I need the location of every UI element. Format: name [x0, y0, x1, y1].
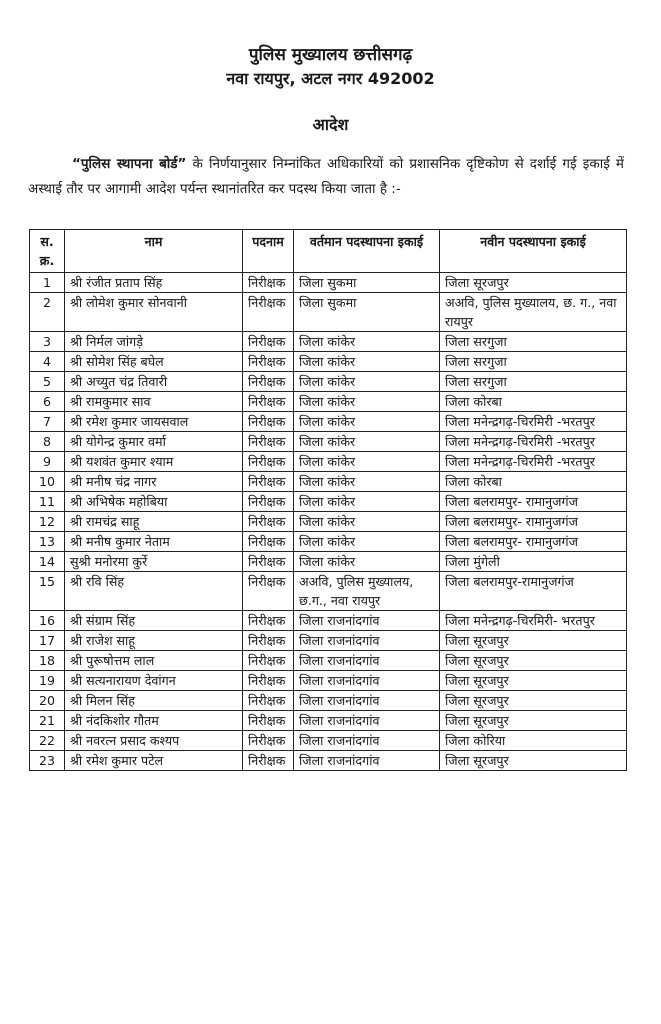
cell-name: श्री सत्यनारायण देवांगन [65, 671, 243, 691]
cell-rank: निरीक्षक [243, 372, 294, 392]
cell-serial: 3 [30, 332, 65, 352]
cell-serial: 12 [30, 512, 65, 532]
cell-new-posting: जिला सूरजपुर [440, 751, 627, 771]
table-row [30, 492, 627, 512]
cell-serial: 23 [30, 751, 65, 771]
cell-rank: निरीक्षक [243, 432, 294, 452]
intro-text: के निर्णयानुसार निम्नांकित अधिकारियों को प्रशासनिक दृष्टिकोण से दर्शाई गई इकाई में अस्थाई तौर पर आगामी आदेश पर्यन्त स्थानांतरित कर पदस्थ किया जाता है :- [28, 156, 624, 197]
cell-current-posting: जिला राजनांदगांव [294, 611, 440, 631]
cell-current-posting: जिला कांकेर [294, 512, 440, 532]
board-name: “पुलिस स्थापना बोर्ड” [72, 156, 187, 172]
cell-serial: 4 [30, 352, 65, 372]
table-row [30, 293, 627, 332]
cell-current-posting: जिला कांकेर [294, 372, 440, 392]
cell-rank: निरीक्षक [243, 532, 294, 552]
cell-new-posting: जिला मनेन्द्रगढ़-चिरमिरी -भरतपुर [440, 412, 627, 432]
cell-name: श्री मनीष कुमार नेताम [65, 532, 243, 552]
cell-new-posting: जिला मनेन्द्रगढ़-चिरमिरी -भरतपुर [440, 432, 627, 452]
cell-serial: 16 [30, 611, 65, 631]
table-row [30, 711, 627, 731]
cell-current-posting: अअवि, पुलिस मुख्यालय, छ.ग., नवा रायपुर [294, 572, 440, 611]
cell-new-posting: जिला कोरिया [440, 731, 627, 751]
cell-serial: 5 [30, 372, 65, 392]
cell-rank: निरीक्षक [243, 352, 294, 372]
cell-rank: निरीक्षक [243, 392, 294, 412]
cell-new-posting: जिला सूरजपुर [440, 651, 627, 671]
table-row [30, 532, 627, 552]
cell-name: श्री रमेश कुमार पटेल [65, 751, 243, 771]
table-row [30, 512, 627, 532]
cell-name: श्री निर्मल जांगड़े [65, 332, 243, 352]
cell-new-posting: जिला सूरजपुर [440, 631, 627, 651]
col-header-new-posting: नवीन पदस्थापना इकाई [440, 230, 627, 273]
table-row [30, 691, 627, 711]
table-row [30, 432, 627, 452]
cell-name: श्री रवि सिंह [65, 572, 243, 611]
cell-new-posting: जिला कोरबा [440, 472, 627, 492]
table-row [30, 372, 627, 392]
cell-new-posting: अअवि, पुलिस मुख्यालय, छ. ग., नवा रायपुर [440, 293, 627, 332]
cell-serial: 2 [30, 293, 65, 332]
cell-name: श्री योगेन्द्र कुमार वर्मा [65, 432, 243, 452]
col-header-serial: स. क्र. [30, 230, 65, 273]
cell-rank: निरीक्षक [243, 631, 294, 651]
cell-rank: निरीक्षक [243, 651, 294, 671]
cell-name: श्री पुरूषोत्तम लाल [65, 651, 243, 671]
table-row [30, 412, 627, 432]
cell-new-posting: जिला सूरजपुर [440, 691, 627, 711]
cell-current-posting: जिला राजनांदगांव [294, 751, 440, 771]
col-header-name: नाम [65, 230, 243, 273]
cell-current-posting: जिला सुकमा [294, 293, 440, 332]
cell-rank: निरीक्षक [243, 671, 294, 691]
cell-current-posting: जिला कांकेर [294, 492, 440, 512]
cell-rank: निरीक्षक [243, 472, 294, 492]
cell-serial: 9 [30, 452, 65, 472]
cell-serial: 20 [30, 691, 65, 711]
table-row [30, 552, 627, 572]
cell-serial: 19 [30, 671, 65, 691]
table-row [30, 671, 627, 691]
cell-current-posting: जिला कांकेर [294, 432, 440, 452]
cell-name: श्री नंदकिशोर गौतम [65, 711, 243, 731]
cell-new-posting: जिला कोरबा [440, 392, 627, 412]
cell-current-posting: जिला राजनांदगांव [294, 631, 440, 651]
cell-new-posting: जिला बलरामपुर-रामानुजगंज [440, 572, 627, 611]
cell-serial: 14 [30, 552, 65, 572]
cell-rank: निरीक्षक [243, 572, 294, 611]
cell-rank: निरीक्षक [243, 412, 294, 432]
cell-current-posting: जिला राजनांदगांव [294, 691, 440, 711]
table-row [30, 392, 627, 412]
cell-name: श्री राजेश साहू [65, 631, 243, 651]
cell-serial: 8 [30, 432, 65, 452]
table-row [30, 352, 627, 372]
cell-current-posting: जिला कांकेर [294, 552, 440, 572]
cell-name: श्री मिलन सिंह [65, 691, 243, 711]
cell-name: श्री रंजीत प्रताप सिंह [65, 273, 243, 293]
cell-current-posting: जिला राजनांदगांव [294, 711, 440, 731]
cell-rank: निरीक्षक [243, 552, 294, 572]
cell-rank: निरीक्षक [243, 273, 294, 293]
table-row [30, 452, 627, 472]
table-row [30, 731, 627, 751]
table-row [30, 332, 627, 352]
cell-rank: निरीक्षक [243, 452, 294, 472]
cell-serial: 1 [30, 273, 65, 293]
cell-new-posting: जिला बलरामपुर- रामानुजगंज [440, 492, 627, 512]
cell-serial: 17 [30, 631, 65, 651]
cell-name: श्री सोमेश सिंह बघेल [65, 352, 243, 372]
cell-new-posting: जिला सरगुजा [440, 372, 627, 392]
cell-name: श्री मनीष चंद्र नागर [65, 472, 243, 492]
cell-new-posting: जिला सरगुजा [440, 352, 627, 372]
office-address: नवा रायपुर, अटल नगर 492002 [226, 69, 435, 88]
cell-name: श्री रमेश कुमार जायसवाल [65, 412, 243, 432]
cell-name: श्री रामकुमार साव [65, 392, 243, 412]
cell-serial: 11 [30, 492, 65, 512]
cell-rank: निरीक्षक [243, 731, 294, 751]
col-header-rank: पदनाम [243, 230, 294, 273]
cell-current-posting: जिला कांकेर [294, 352, 440, 372]
table-row [30, 631, 627, 651]
cell-new-posting: जिला सूरजपुर [440, 273, 627, 293]
cell-current-posting: जिला सुकमा [294, 273, 440, 293]
table-header-row [30, 230, 627, 273]
cell-rank: निरीक्षक [243, 611, 294, 631]
col-header-current-posting: वर्तमान पदस्थापना इकाई [294, 230, 440, 273]
cell-new-posting: जिला सरगुजा [440, 332, 627, 352]
cell-new-posting: जिला मुंगेली [440, 552, 627, 572]
cell-name: श्री संग्राम सिंह [65, 611, 243, 631]
cell-current-posting: जिला कांकेर [294, 532, 440, 552]
cell-current-posting: जिला कांकेर [294, 472, 440, 492]
cell-rank: निरीक्षक [243, 492, 294, 512]
cell-new-posting: जिला सूरजपुर [440, 711, 627, 731]
cell-rank: निरीक्षक [243, 293, 294, 332]
office-name: पुलिस मुख्यालय छत्तीसगढ़ [248, 45, 413, 65]
cell-name: श्री यशवंत कुमार श्याम [65, 452, 243, 472]
cell-serial: 22 [30, 731, 65, 751]
cell-current-posting: जिला राजनांदगांव [294, 731, 440, 751]
cell-new-posting: जिला बलरामपुर- रामानुजगंज [440, 532, 627, 552]
cell-new-posting: जिला मनेन्द्रगढ़-चिरमिरी- भरतपुर [440, 611, 627, 631]
cell-serial: 15 [30, 572, 65, 611]
cell-rank: निरीक्षक [243, 711, 294, 731]
cell-serial: 10 [30, 472, 65, 492]
cell-rank: निरीक्षक [243, 512, 294, 532]
cell-serial: 6 [30, 392, 65, 412]
table-row [30, 572, 627, 611]
cell-rank: निरीक्षक [243, 332, 294, 352]
cell-serial: 21 [30, 711, 65, 731]
cell-current-posting: जिला कांकेर [294, 332, 440, 352]
cell-rank: निरीक्षक [243, 751, 294, 771]
order-title: आदेश [312, 115, 349, 134]
intro-paragraph [28, 152, 624, 202]
table-row [30, 273, 627, 293]
table-row [30, 611, 627, 631]
cell-name: श्री नवरत्न प्रसाद कश्यप [65, 731, 243, 751]
cell-current-posting: जिला राजनांदगांव [294, 651, 440, 671]
cell-name: श्री अभिषेक महोबिया [65, 492, 243, 512]
cell-new-posting: जिला सूरजपुर [440, 671, 627, 691]
cell-name: श्री लोमेश कुमार सोनवानी [65, 293, 243, 332]
cell-name: सुश्री मनोरमा कुर्रे [65, 552, 243, 572]
table-row [30, 472, 627, 492]
cell-name: श्री अच्युत चंद्र तिवारी [65, 372, 243, 392]
cell-serial: 7 [30, 412, 65, 432]
cell-current-posting: जिला राजनांदगांव [294, 671, 440, 691]
table-row [30, 651, 627, 671]
cell-name: श्री रामचंद्र साहू [65, 512, 243, 532]
cell-new-posting: जिला मनेन्द्रगढ़-चिरमिरी -भरतपुर [440, 452, 627, 472]
cell-new-posting: जिला बलरामपुर- रामानुजगंज [440, 512, 627, 532]
table-row [30, 751, 627, 771]
transfer-table [29, 229, 627, 771]
cell-rank: निरीक्षक [243, 691, 294, 711]
cell-serial: 18 [30, 651, 65, 671]
cell-current-posting: जिला कांकेर [294, 452, 440, 472]
cell-current-posting: जिला कांकेर [294, 392, 440, 412]
cell-current-posting: जिला कांकेर [294, 412, 440, 432]
cell-serial: 13 [30, 532, 65, 552]
table-body [30, 273, 627, 771]
